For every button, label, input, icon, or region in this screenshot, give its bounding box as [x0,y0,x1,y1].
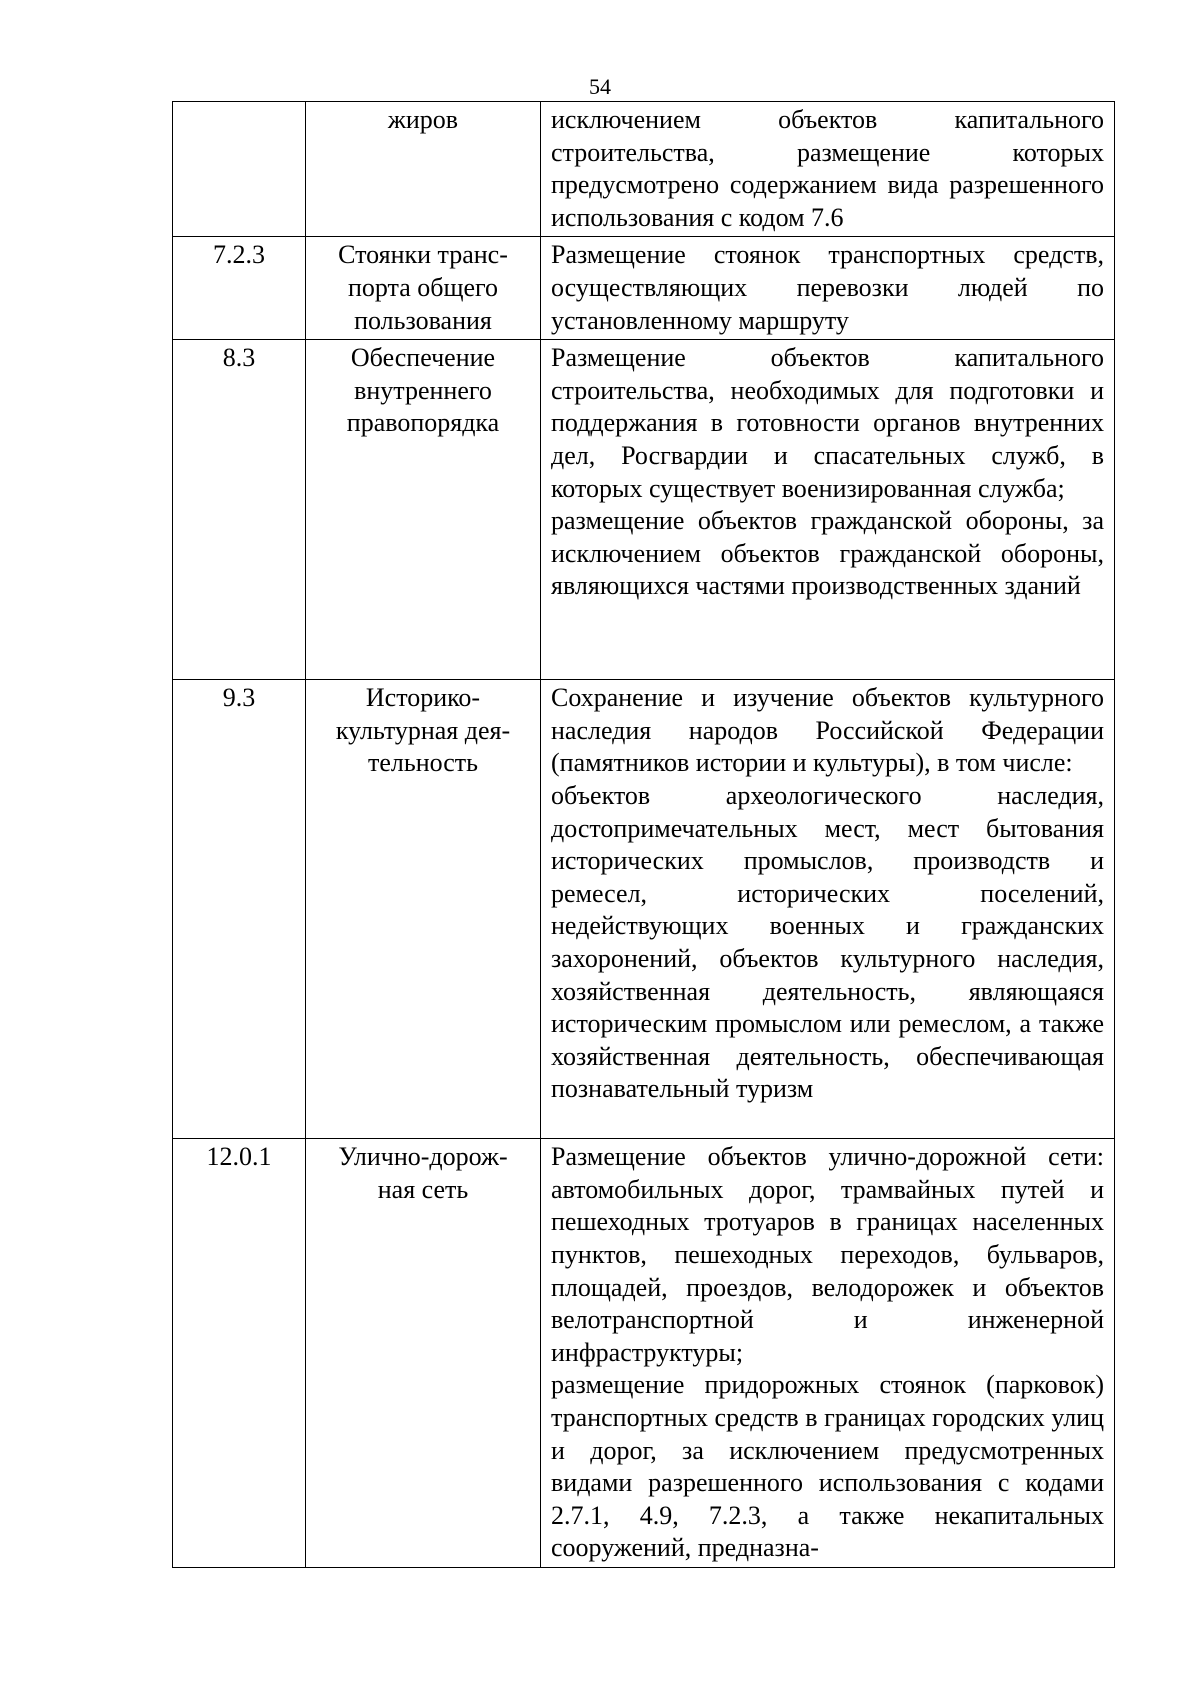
description-cell [541,340,1115,680]
table-row [173,680,1115,1139]
name-line: правопорядка [346,408,500,438]
description-cell [541,237,1115,340]
table-row [173,102,1115,237]
name-cell [306,102,541,237]
name-line: Историко- [365,683,481,713]
name-line: Стоянки транс- [338,240,508,270]
description-paragraph: размещение придорожных стоянок (парковок) транспортных средств в границах городских улиц и дорог, за исключением предусмотренных видами разрешенного использования с кодами 2.7.1, 4.9, 7.2.3, а также некапитальных сооружений, предназна- [551,1370,1104,1563]
name-line: тельность [367,748,479,778]
code-cell: 9.3 [173,680,306,1139]
name-cell [306,1139,541,1568]
description-cell [541,680,1115,1139]
table-row [173,1139,1115,1568]
name-line: Обеспечение [350,343,496,373]
description-paragraph: Размещение объектов улично-дорожной сети: автомобильных дорог, трамвайных путей и пешеходных тротуаров в границах населенных пунктов, пешеходных переходов, бульваров, площадей, проездов, велодорожек и объектов велотранспортной и инженерной инфраструктуры; [551,1142,1104,1367]
name-cell [306,237,541,340]
name-line: культурная дея- [335,715,511,745]
name-line: внутреннего [354,375,492,405]
page-number: 54 [589,74,611,99]
code-cell: 12.0.1 [173,1139,306,1568]
description-paragraph: Размещение стоянок транспортных средств, осуществляющих перевозки людей по установленному маршруту [551,240,1104,335]
name-cell [306,340,541,680]
name-line: ная сеть [377,1174,469,1204]
name-line: порта общего [347,272,499,302]
name-line: Улично-дорож- [338,1142,508,1172]
code-cell: 7.2.3 [173,237,306,340]
land-use-table [172,101,1115,1568]
name-cell [306,680,541,1139]
description-paragraph: размещение объектов гражданской обороны, за исключением объектов гражданской обороны, являющихся частями производственных зданий [551,506,1104,601]
name-line: пользования [354,305,492,335]
code-cell: 8.3 [173,340,306,680]
code-cell [173,102,306,237]
name-line: жиров [387,105,459,134]
table-row [173,237,1115,340]
table-row [173,340,1115,680]
description-paragraph: Размещение объектов капитального строительства, необходимых для подготовки и поддержания в готовности органов внутренних дел, Росгвардии и спасательных служб, в которых существует военизированная служба; [551,343,1104,503]
description-paragraph: Сохранение и изучение объектов культурного наследия народов Российской Федерации (памятников истории и культуры), в том числе: [551,683,1104,778]
description-paragraph: объектов археологического наследия, достопримечательных мест, мест бытования исторических промыслов, производств и ремесел, исторических поселений, недействующих военных и гражданских захоронений, объектов культурного наследия, хозяйственная деятельность, являющаяся историческим промыслом или ремеслом, а также хозяйственная деятельность, обеспечивающая познавательный туризм [551,780,1104,1104]
description-paragraph: исключением объектов капитального строительства, размещение которых предусмотрено содержанием вида разрешенного использования с кодом 7.6 [551,105,1104,232]
description-cell [541,1139,1115,1568]
description-cell [541,102,1115,237]
